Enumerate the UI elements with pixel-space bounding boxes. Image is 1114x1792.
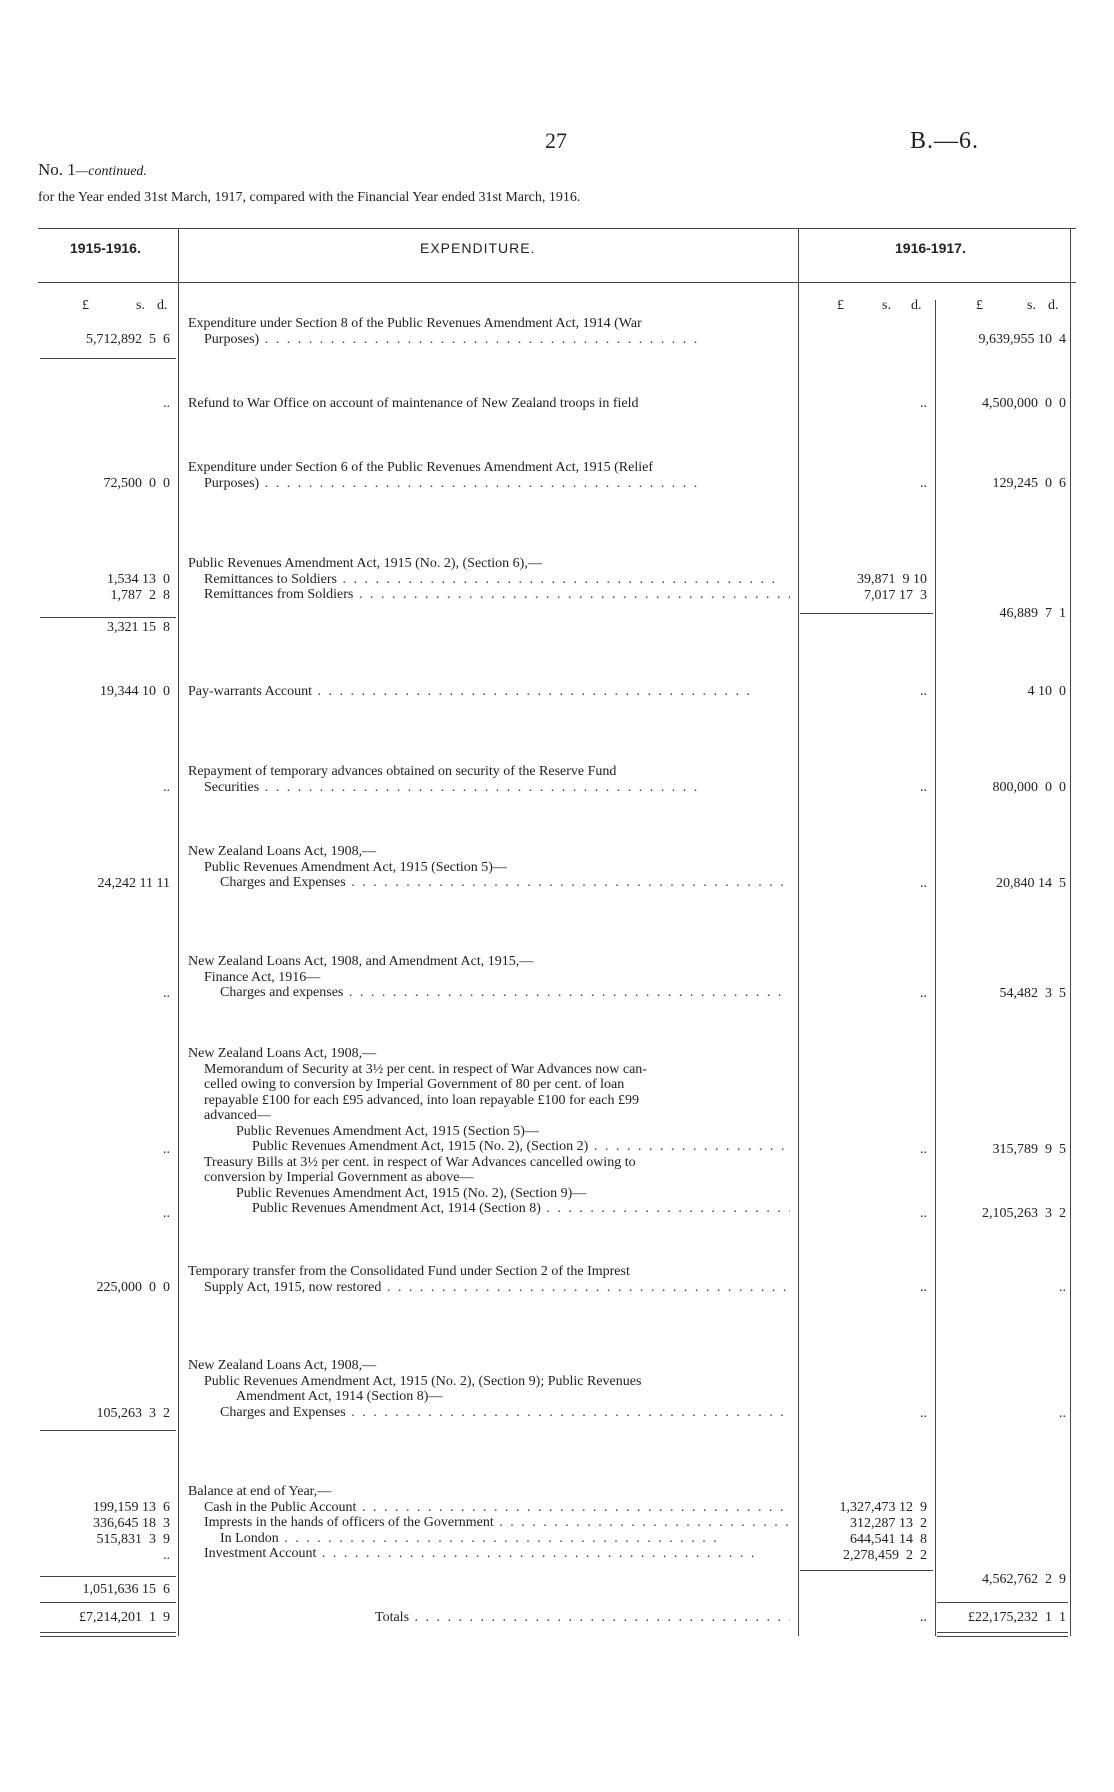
amount-1916-1917: 4,562,762 2 9: [982, 1572, 1066, 1587]
description-line: New Zealand Loans Act, 1908,—: [188, 1358, 377, 1373]
row-description: [188, 460, 790, 491]
row-description: [188, 954, 790, 1001]
amount-sub: ..: [920, 684, 927, 699]
description-line: Expenditure under Section 8 of the Public Revenues Amendment Act, 1914 (War: [188, 316, 642, 331]
unit-s-prev: s.: [136, 298, 145, 313]
statement-continued: —continued.: [75, 164, 147, 179]
amount-1915-1916: 105,263 3 2: [96, 1406, 170, 1421]
totals-rule: [937, 1636, 1068, 1637]
description-line: repayable £100 for each £95 advanced, into loan repayable £100 for each £99: [204, 1092, 639, 1108]
amount-sub: ..: [920, 1206, 927, 1221]
row-description: [188, 1610, 790, 1626]
amount-1916-1917: 800,000 0 0: [992, 780, 1066, 795]
description-line: Public Revenues Amendment Act, 1914 (Section 8) . .: [188, 1201, 790, 1217]
description-line: Public Revenues Amendment Act, 1915 (Section 5)—: [236, 1123, 539, 1139]
description-line: Pay-warrants Account . .: [188, 684, 790, 700]
header-1915-1916: 1915-1916.: [70, 240, 141, 256]
amount-sub: 312,287 13 2: [850, 1516, 927, 1531]
description-line: Public Revenues Amendment Act, 1915 (No. 2), (Section 9)—: [236, 1185, 587, 1201]
description-line: Expenditure under Section 6 of the Public Revenues Amendment Act, 1915 (Relief: [188, 460, 654, 475]
amount-1916-1917: 4,500,000 0 0: [982, 396, 1066, 411]
document-reference: B.—6.: [910, 128, 980, 154]
description-line: Temporary transfer from the Consolidated Fund under Section 2 of the Imprest: [188, 1264, 630, 1279]
amount-1915-1916-total: 1,051,636 15 6: [82, 1582, 170, 1597]
amount-sub: 7,017 17 3: [864, 588, 927, 603]
amount-1916-1917: 9,639,955 10 4: [978, 332, 1066, 347]
description-line: New Zealand Loans Act, 1908,—: [188, 844, 377, 859]
amount-sub: ..: [920, 780, 927, 795]
description-line: Investment Account . .: [188, 1546, 790, 1562]
description-line: Repayment of temporary advances obtained on security of the Reserve Fund: [188, 764, 617, 779]
sub-col-rule: [800, 1570, 933, 1571]
description-line: Charges and expenses . .: [188, 985, 790, 1001]
amount-1916-1917: 46,889 7 1: [999, 606, 1066, 621]
amount-sub: ..: [920, 1142, 927, 1157]
total-1916-1917: £22,175,232 1 1: [968, 1610, 1066, 1625]
description-line: Supply Act, 1915, now restored . .: [188, 1280, 790, 1296]
total-1915-1916: £7,214,201 1 9: [79, 1610, 170, 1625]
amount-1915-1916: ..: [163, 780, 170, 795]
description-line: Public Revenues Amendment Act, 1915 (No. 2), (Section 9); Public Revenues: [204, 1373, 642, 1389]
description-line: Amendment Act, 1914 (Section 8)—: [236, 1389, 443, 1404]
unit-pound-prev: £: [82, 298, 89, 313]
rule-left-col: [178, 228, 179, 1636]
row-description: [188, 396, 790, 412]
table-top-rule: [38, 228, 1076, 229]
description-line: Refund to War Office on account of maintenance of New Zealand troops in field: [188, 396, 639, 411]
description-line: Balance at end of Year,—: [188, 1484, 332, 1499]
description-line: celled owing to conversion by Imperial Government of 80 per cent. of loan: [204, 1077, 625, 1092]
amount-1916-1917: 54,482 3 5: [999, 986, 1066, 1001]
amount-1915-1916: ..: [163, 396, 170, 411]
prev-col-rule: [40, 1576, 176, 1577]
amount-1915-1916: 24,242 11 11: [97, 876, 170, 891]
amount-1915-1916-total: 3,321 15 8: [107, 620, 170, 635]
amount-1915-1916: 336,645 18 3: [93, 1516, 170, 1531]
amount-1915-1916: 19,344 10 0: [100, 684, 170, 699]
amount-1915-1916: 72,500 0 0: [103, 476, 170, 491]
amount-1916-1917: ..: [1059, 1406, 1066, 1421]
unit-d-sub: d.: [911, 298, 922, 313]
row-description: [188, 1264, 790, 1295]
amount-1915-1916: 225,000 0 0: [96, 1280, 170, 1295]
amount-1915-1916: 1,787 2 8: [110, 588, 170, 603]
unit-s-sub: s.: [882, 298, 891, 313]
table-header-rule: [38, 282, 1076, 283]
rule-sub-col: [935, 300, 936, 1636]
page-number: 27: [545, 128, 567, 153]
prev-col-rule: [40, 1430, 176, 1431]
unit-pound-cur: £: [976, 298, 983, 313]
unit-s-cur: s.: [1027, 298, 1036, 313]
description-line: Finance Act, 1916—: [204, 969, 321, 985]
amount-1915-1916: 1,534 13 0: [107, 572, 170, 587]
amount-sub: ..: [920, 396, 927, 411]
prev-col-rule: [40, 358, 176, 359]
amount-sub: 2,278,459 2 2: [843, 1548, 927, 1563]
header-1916-1917: 1916-1917.: [895, 240, 966, 256]
description-line: Memorandum of Security at 3½ per cent. in respect of War Advances now can-: [204, 1061, 647, 1077]
prev-col-rule: [40, 617, 176, 618]
row-description: [188, 764, 790, 795]
amount-sub: 39,871 9 10: [857, 572, 927, 587]
amount-1915-1916: 515,831 3 9: [96, 1532, 170, 1547]
statement-number: No. 1: [38, 160, 76, 179]
totals-rule: [40, 1636, 176, 1637]
unit-d-cur: d.: [1048, 298, 1059, 313]
amount-sub: ..: [920, 986, 927, 1001]
sub-col-rule: [800, 613, 933, 614]
description-line: Public Revenues Amendment Act, 1915 (Section 5)—: [204, 859, 507, 875]
row-description: [188, 1358, 790, 1420]
row-description: [188, 1046, 790, 1217]
row-description: [188, 1484, 790, 1562]
amount-1915-1916: ..: [163, 1142, 170, 1157]
description-line: conversion by Imperial Government as above—: [204, 1170, 474, 1185]
description-line: New Zealand Loans Act, 1908,—: [188, 1046, 377, 1061]
amount-1915-1916: 199,159 13 6: [93, 1500, 170, 1515]
amount-1916-1917: 129,245 0 6: [992, 476, 1066, 491]
row-description: [188, 556, 790, 603]
unit-d-prev: d.: [157, 298, 168, 313]
description-line: advanced—: [204, 1108, 271, 1123]
description-line: New Zealand Loans Act, 1908, and Amendment Act, 1915,—: [188, 954, 534, 969]
description-line: Imprests in the hands of officers of the Government . .: [188, 1515, 790, 1531]
description-line: Public Revenues Amendment Act, 1915 (No. 2), (Section 6),—: [188, 556, 542, 571]
description-line: Remittances from Soldiers . .: [188, 587, 790, 603]
amount-sub: 644,541 14 8: [850, 1532, 927, 1547]
description-line: Cash in the Public Account . .: [188, 1500, 790, 1516]
amount-1916-1917: 20,840 14 5: [996, 876, 1066, 891]
totals-rule: [937, 1632, 1068, 1633]
amount-1916-1917: 4 10 0: [1027, 684, 1066, 699]
cur-col-rule: [937, 1602, 1068, 1603]
row-description: [188, 316, 790, 347]
row-description: [188, 844, 790, 891]
amount-1915-1916: ..: [163, 1548, 170, 1563]
amount-sub: ..: [920, 1406, 927, 1421]
amount-1916-1917: 2,105,263 3 2: [982, 1206, 1066, 1221]
amount-sub: 1,327,473 12 9: [839, 1500, 927, 1515]
description-line: Securities . .: [188, 780, 790, 796]
description-line: Charges and Expenses . .: [188, 1405, 790, 1421]
unit-pound-sub: £: [837, 298, 844, 313]
description-line: Treasury Bills at 3½ per cent. in respect of War Advances cancelled owing to: [204, 1154, 636, 1170]
amount-1915-1916: ..: [163, 986, 170, 1001]
amount-sub: ..: [920, 1610, 927, 1625]
totals-rule: [40, 1632, 176, 1633]
description-line: Public Revenues Amendment Act, 1915 (No. 2), (Section 2) . .: [188, 1139, 790, 1155]
amount-sub: ..: [920, 876, 927, 891]
description-line: Charges and Expenses . .: [188, 875, 790, 891]
totals-label: Totals . .: [188, 1610, 790, 1626]
description-line: Remittances to Soldiers . .: [188, 572, 790, 588]
amount-sub: ..: [920, 1280, 927, 1295]
rule-desc-col: [798, 228, 799, 1636]
amount-1915-1916: ..: [163, 1206, 170, 1221]
description-line: In London . .: [188, 1531, 790, 1547]
description-line: Purposes) . .: [188, 332, 790, 348]
amount-1915-1916: 5,712,892 5 6: [86, 332, 170, 347]
amount-1916-1917: ..: [1059, 1280, 1066, 1295]
amount-1916-1917: 315,789 9 5: [992, 1142, 1066, 1157]
statement-title: [38, 160, 147, 180]
description-line: Purposes) . .: [188, 476, 790, 492]
row-description: [188, 684, 790, 700]
rule-right-edge: [1070, 228, 1071, 1636]
amount-sub: ..: [920, 476, 927, 491]
header-expenditure: EXPENDITURE.: [420, 240, 536, 256]
prev-col-rule: [40, 1602, 176, 1603]
statement-subtitle: for the Year ended 31st March, 1917, compared with the Financial Year ended 31st March, 1916.: [38, 190, 581, 205]
